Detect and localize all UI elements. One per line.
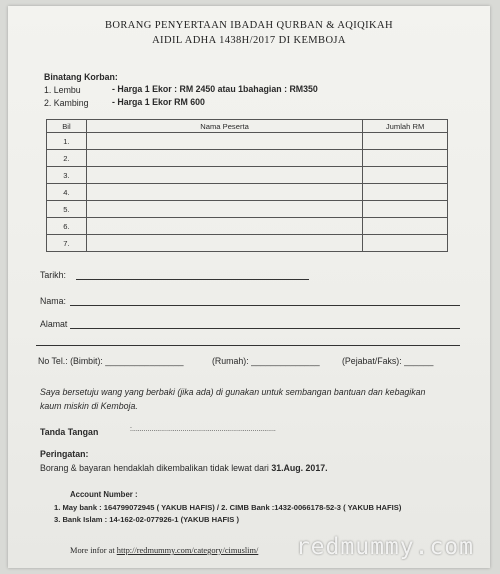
table-row [47, 201, 448, 218]
participants-table [46, 119, 448, 252]
table-row [47, 184, 448, 201]
form-title-line1: BORANG PENYERTAAN IBADAH QURBAN & AQIQIKAH [104, 20, 394, 31]
participant-name-cell[interactable] [86, 201, 362, 218]
table-row [47, 218, 448, 235]
amount-cell[interactable] [363, 133, 448, 150]
participant-name-cell[interactable] [86, 218, 362, 235]
row-number: 4. [47, 184, 87, 201]
row-number: 6. [47, 218, 87, 235]
animal-lembu-label: 1. Lembu [44, 85, 81, 95]
amount-cell[interactable] [363, 150, 448, 167]
reminder-heading: Peringatan: [40, 449, 89, 459]
alamat-line-2[interactable] [36, 345, 460, 346]
reminder-text-main: Borang & bayaran hendaklah dikembalikan tidak lewat dari [40, 463, 269, 473]
row-number: 5. [47, 201, 87, 218]
account-line1: 1. May bank : 164799072945 ( YAKUB HAFIS) / 2. CIMB Bank :1432-0066178-52-3 ( YAKUB HAFIS) [54, 503, 402, 512]
tel-pejabat-field[interactable]: (Pejabat/Faks): ______ [342, 356, 434, 366]
header-nama-peserta: Nama Peserta [86, 120, 362, 133]
account-line2: 3. Bank Islam : 14-162-02-077926-1 (YAKUB HAFIS ) [54, 515, 240, 524]
animals-heading: Binatang Korban: [44, 72, 118, 82]
tarikh-line[interactable] [76, 279, 309, 280]
reminder-date: 31.Aug. 2017. [271, 463, 328, 473]
form-title-line2: AIDIL ADHA 1438H/2017 DI KEMBOJA [152, 35, 346, 46]
row-number: 7. [47, 235, 87, 252]
footer-url-link[interactable]: http://redmummy.com/category/cimuslim/ [116, 546, 259, 555]
table-row [47, 133, 448, 150]
tarikh-label: Tarikh: [40, 270, 66, 280]
participant-name-cell[interactable] [86, 150, 362, 167]
signature-label: Tanda Tangan [40, 427, 99, 437]
animal-lembu-price: - Harga 1 Ekor : RM 2450 atau 1bahagian : RM350 [112, 84, 318, 94]
amount-cell[interactable] [363, 218, 448, 235]
header-bil: Bil [47, 120, 87, 133]
animal-kambing-label: 2. Kambing [44, 98, 89, 108]
reminder-text [40, 463, 328, 473]
participant-name-cell[interactable] [86, 133, 362, 150]
agreement-line2: kaum miskin di Kemboja. [40, 401, 138, 411]
table-header-row [47, 120, 448, 133]
form-paper [8, 6, 490, 568]
row-number: 3. [47, 167, 87, 184]
table-row [47, 235, 448, 252]
nama-line[interactable] [70, 305, 460, 306]
nama-label: Nama: [40, 296, 66, 306]
participant-name-cell[interactable] [86, 167, 362, 184]
amount-cell[interactable] [363, 201, 448, 218]
row-number: 1. [47, 133, 87, 150]
alamat-line-1[interactable] [70, 328, 460, 329]
tel-bimbit-field[interactable]: No Tel.: (Bimbit): ________________ [38, 356, 184, 366]
account-heading: Account Number : [70, 490, 138, 499]
amount-cell[interactable] [363, 167, 448, 184]
row-number: 2. [47, 150, 87, 167]
footer-more-info-label: More infor at [70, 546, 115, 555]
participant-name-cell[interactable] [86, 235, 362, 252]
amount-cell[interactable] [363, 184, 448, 201]
agreement-line1: Saya bersetuju wang yang berbaki (jika ada) di gunakan untuk sembangan bantuan dan kebagikan [40, 387, 426, 397]
table-row [47, 167, 448, 184]
alamat-label: Alamat [40, 319, 68, 329]
footer-more-info [70, 546, 258, 555]
watermark-text: redmummy.com [295, 534, 474, 560]
tel-rumah-field[interactable]: (Rumah): ______________ [212, 356, 320, 366]
animal-kambing-price: - Harga 1 Ekor RM 600 [112, 97, 205, 107]
amount-cell[interactable] [363, 235, 448, 252]
header-jumlah-rm: Jumlah RM [363, 120, 448, 133]
table-row [47, 150, 448, 167]
participant-name-cell[interactable] [86, 184, 362, 201]
signature-line[interactable]: :.......................................................................... [130, 426, 276, 433]
